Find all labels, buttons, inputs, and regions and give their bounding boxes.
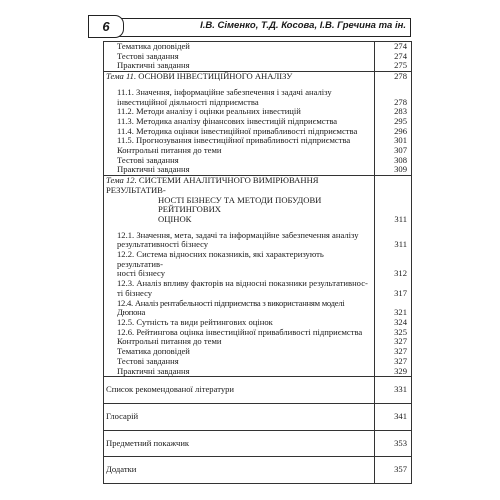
- toc-entry[interactable]: 12.1. Значення, мета, задачі та інформаційне забезпечення аналізу результативності бізнесу 311: [117, 229, 407, 250]
- header-authors: І.В. Сіменко, Т.Д. Косова, І.В. Гречина та ін.: [200, 20, 406, 31]
- toc-topic-heading[interactable]: Тема 11. ОСНОВИ ІНВЕСТИЦІЙНОГО АНАЛІЗУ 278: [106, 71, 407, 82]
- toc-entry[interactable]: Практичні завдання 329: [117, 365, 407, 376]
- toc-entry[interactable]: 12.4. Аналіз рентабельності підприємства з використанням моделі Дюпона 321: [117, 297, 407, 318]
- toc-entry[interactable]: Предметний покажчик 353: [106, 437, 407, 448]
- toc-entry[interactable]: Тематика доповідей 327: [117, 346, 407, 357]
- toc-section-topic-12: [104, 176, 411, 377]
- toc-entry[interactable]: Тематика доповідей 274: [117, 41, 407, 51]
- toc-section-glossary: [104, 404, 411, 431]
- toc-entry[interactable]: Контрольні питання до теми 327: [117, 336, 407, 347]
- toc-entry[interactable]: Тестові завдання 274: [117, 50, 407, 61]
- toc-entry[interactable]: 12.6. Рейтингова оцінка інвестиційної привабливості підприємства 325: [117, 326, 407, 337]
- toc-section-references: [104, 377, 411, 404]
- toc-entry[interactable]: Додатки 357: [106, 464, 407, 475]
- toc-topic-heading[interactable]: Тема 12. СИСТЕМИ АНАЛІТИЧНОГО ВИМІРЮВАННЯ РЕЗУЛЬТАТИВ- НОСТІ БІЗНЕСУ ТА МЕТОДИ ПОБУДОВИ РЕЙТИНГОВИХ ОЦІНОК 311: [106, 175, 407, 224]
- toc-entry[interactable]: 11.1. Значення, інформаційне забезпечення і задачі аналізу інвестиційної діяльності підприємства 278: [117, 86, 407, 107]
- toc-entry[interactable]: Практичні завдання 275: [117, 60, 407, 71]
- toc-entry[interactable]: 11.4. Методика оцінки інвестиційної привабливості підприємства 296: [117, 125, 407, 136]
- toc-entry[interactable]: Глосарій 341: [106, 410, 407, 421]
- toc-entry[interactable]: 11.2. Методи аналізу і оцінки реальних інвестицій 283: [117, 106, 407, 117]
- toc-entry[interactable]: 12.3. Аналіз впливу факторів на відносні показники результативнос- ті бізнесу 317: [117, 278, 407, 298]
- toc-entry[interactable]: Список рекомендованої літератури 331: [106, 384, 407, 395]
- toc-section-index: [104, 431, 411, 458]
- toc-section-topic-11: [104, 72, 411, 176]
- toc-entry[interactable]: Тестові завдання 327: [117, 355, 407, 366]
- toc-entry[interactable]: 11.5. Прогнозування інвестиційної привабливості підприємства 301: [117, 135, 407, 146]
- toc-entry[interactable]: 12.5. Сутність та види рейтингових оцінок 324: [117, 316, 407, 327]
- toc-entry[interactable]: Практичні завдання 309: [117, 164, 407, 175]
- table-of-contents: [103, 41, 412, 484]
- toc-section-pre: [104, 42, 411, 72]
- page-number: 6: [88, 15, 124, 38]
- toc-entry[interactable]: 11.3. Методика аналізу фінансових інвестицій підприємства 295: [117, 115, 407, 126]
- toc-section-appendices: [104, 457, 411, 484]
- page-header: [92, 18, 411, 37]
- toc-entry[interactable]: Контрольні питання до теми 307: [117, 145, 407, 156]
- toc-entry[interactable]: Тестові завдання 308: [117, 154, 407, 165]
- toc-entry[interactable]: 12.2. Система відносних показників, які характеризують результатив- ності бізнесу 312: [117, 249, 407, 279]
